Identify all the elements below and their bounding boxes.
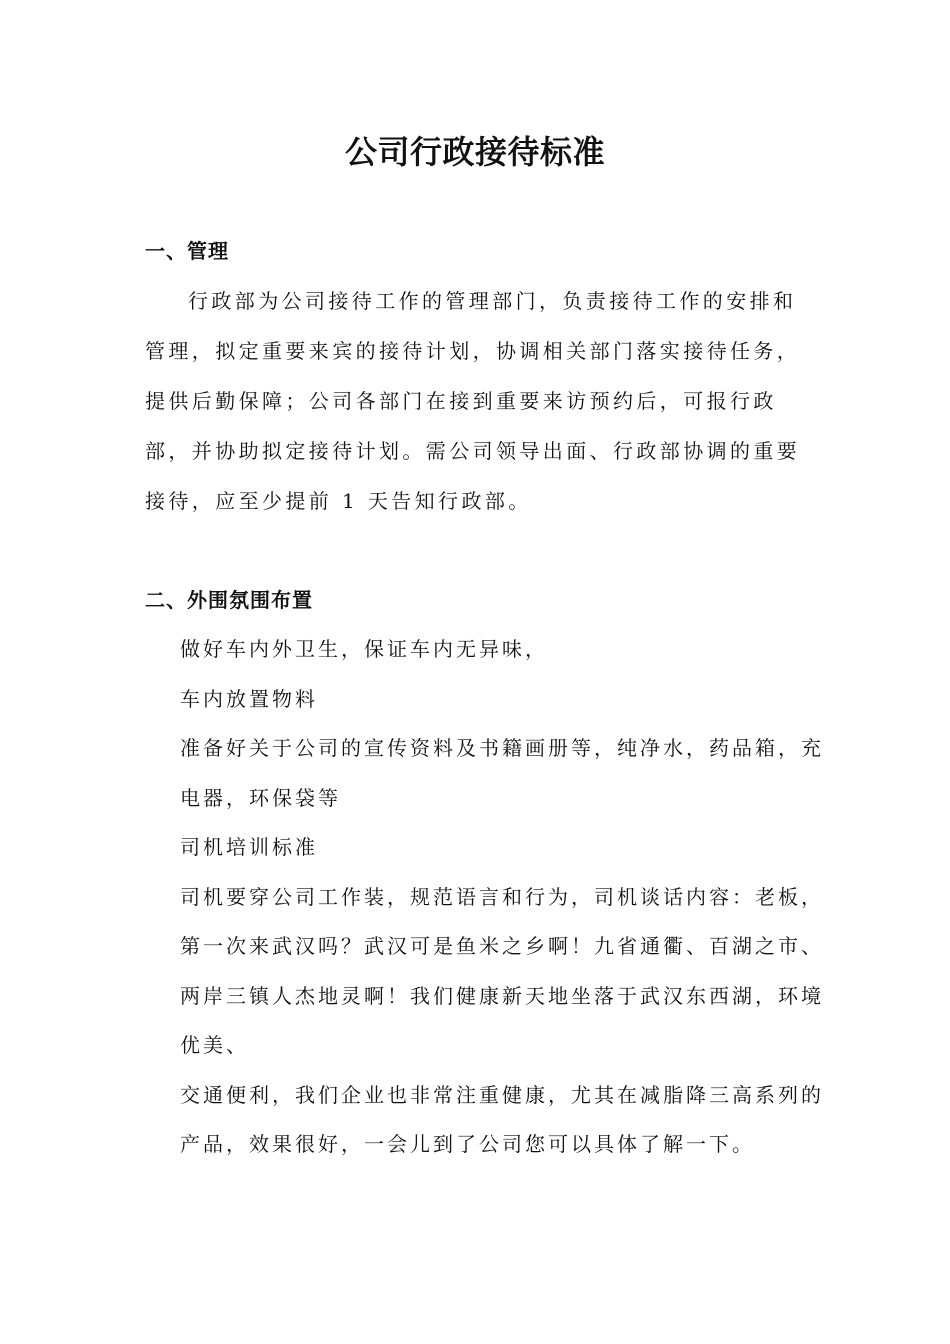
section-heading-management: 一、管理 [145,239,229,263]
body-line: 做好车内外卫生，保证车内无异味， [180,637,548,661]
body-line: 优美、 [180,1033,249,1057]
section-heading-atmosphere: 二、外围氛围布置 [145,588,313,612]
body-line: 交通便利，我们企业也非常注重健康，尤其在减脂降三高系列的 [180,1083,824,1107]
body-line: 车内放置物料 [180,687,318,711]
section-paragraph-management: 行政部为公司接待工作的管理部门，负责接待工作的安排和管理，拟定重要来宾的接待计划，协调相关部门落实接待任务，提供后勤保障；公司各部门在接到重要来访预约后，可报行政部，并协助拟定接待计划。需公司领导出面、行政部协调的重要接待，应至少提前 1 天告知行政部。 [145,289,801,513]
page-title: 公司行政接待标准 [344,133,605,171]
body-line: 电器，环保袋等 [180,786,341,810]
body-line: 准备好关于公司的宣传资料及书籍画册等，纯净水，药品箱，充 [180,736,824,760]
body-line: 产品，效果很好，一会儿到了公司您可以具体了解一下。 [180,1132,755,1156]
body-line: 两岸三镇人杰地灵啊！我们健康新天地坐落于武汉东西湖，环境 [180,984,824,1008]
body-line: 第一次来武汉吗？武汉可是鱼米之乡啊！九省通衢、百湖之市、 [180,934,824,958]
body-line: 司机要穿公司工作装，规范语言和行为，司机谈话内容：老板， [180,885,824,909]
body-line: 司机培训标准 [180,835,318,859]
